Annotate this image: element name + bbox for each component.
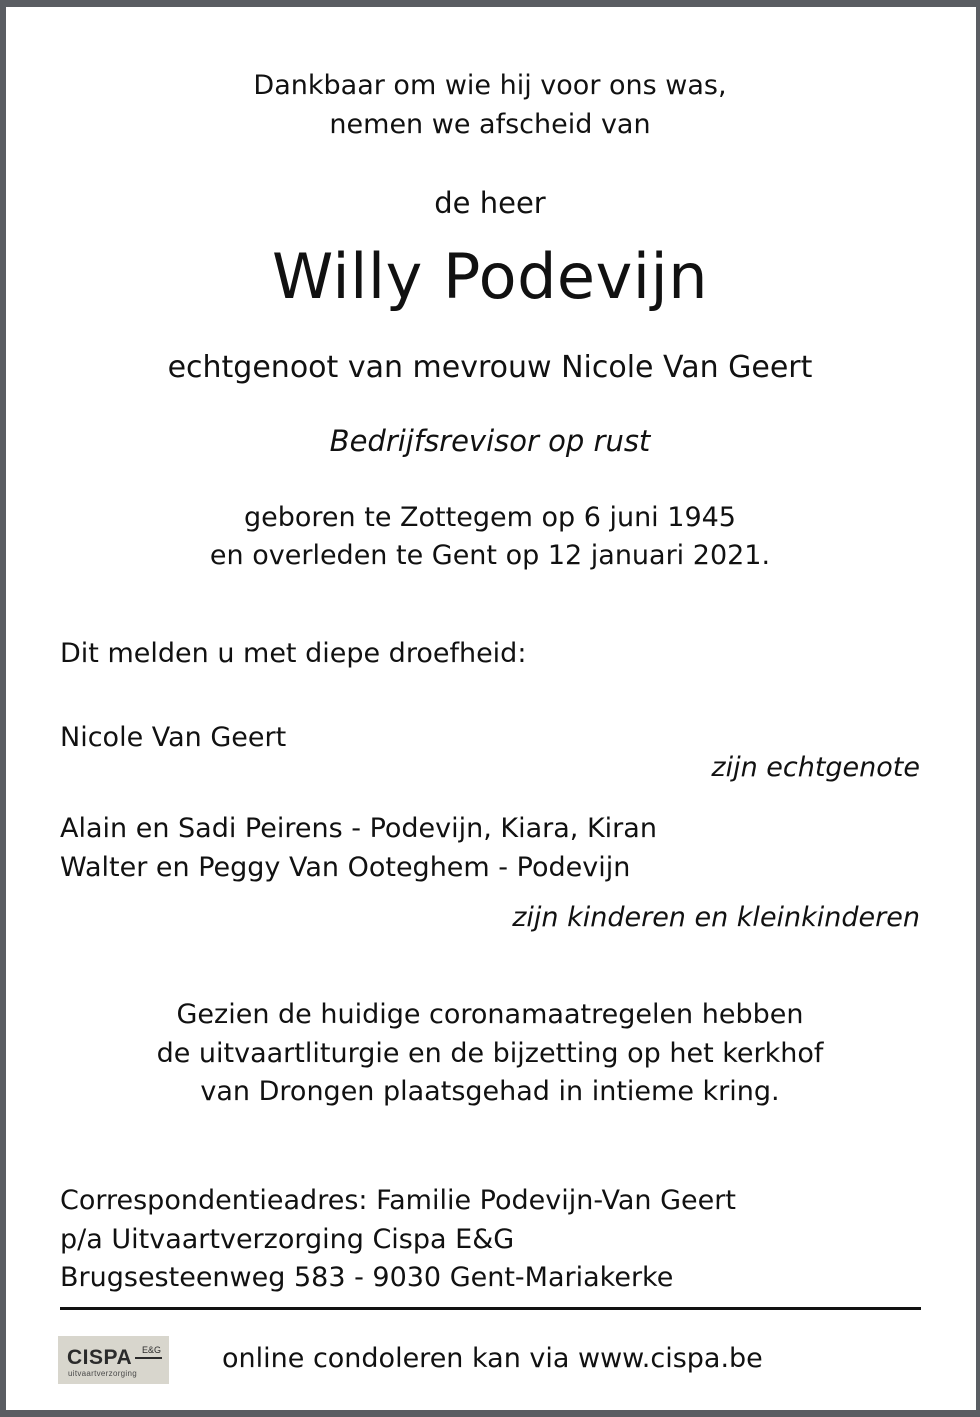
notice-line-2: de uitvaartliturgie en de bijzetting op het kerkhof	[156, 1038, 824, 1069]
logo-superscript: E&G	[142, 1345, 162, 1355]
online-condolence-text: online condoleren kan via www.cispa.be	[222, 1343, 763, 1374]
children-line-1: Alain en Sadi Peirens - Podevijn, Kiara, Kiran	[60, 813, 657, 844]
cispa-logo	[58, 1336, 169, 1384]
spouse-name: Nicole Van Geert	[60, 722, 287, 753]
correspondence-line-3: Brugsesteenweg 583 - 9030 Gent-Mariakerke	[60, 1262, 674, 1293]
children-relation: zijn kinderen en kleinkinderen	[512, 902, 920, 933]
title-prefix: de heer	[434, 186, 546, 220]
announcement: Dit melden u met diepe droefheid:	[60, 638, 527, 669]
spouse-line: echtgenoot van mevrouw Nicole Van Geert	[167, 350, 813, 385]
notice-line-3: van Drongen plaatsgehad in intieme kring.	[200, 1076, 780, 1107]
children-line-2: Walter en Peggy Van Ooteghem - Podevijn	[60, 852, 631, 883]
deceased-name: Willy Podevijn	[271, 240, 709, 313]
footer-divider	[60, 1307, 921, 1310]
notice-line-1: Gezien de huidige coronamaatregelen hebben	[176, 999, 804, 1030]
birth-line: geboren te Zottegem op 6 juni 1945	[244, 502, 736, 533]
spouse-relation: zijn echtgenote	[711, 752, 920, 783]
intro-line-1: Dankbaar om wie hij voor ons was,	[253, 70, 727, 101]
occupation: Bedrijfsrevisor op rust	[329, 424, 651, 458]
logo-tagline: uitvaartverzorging	[68, 1369, 137, 1378]
correspondence-line-2: p/a Uitvaartverzorging Cispa E&G	[60, 1224, 515, 1255]
correspondence-line-1: Correspondentieadres: Familie Podevijn-Van Geert	[60, 1185, 736, 1216]
logo-underline	[135, 1357, 162, 1359]
logo-wordmark: CISPA	[67, 1346, 133, 1369]
intro-line-2: nemen we afscheid van	[329, 109, 651, 140]
death-line: en overleden te Gent op 12 januari 2021.	[209, 540, 771, 571]
